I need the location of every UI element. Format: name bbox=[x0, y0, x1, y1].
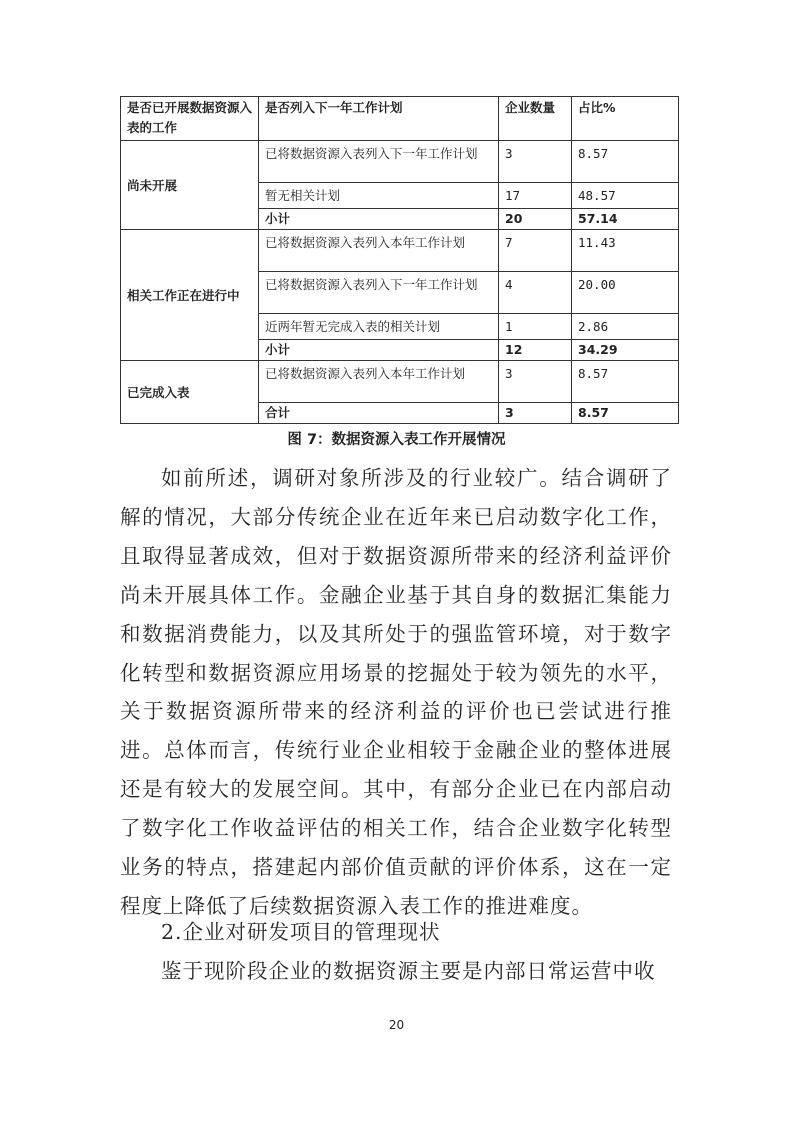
total-pct: 8.57 bbox=[572, 403, 679, 424]
pct-cell: 8.57 bbox=[572, 361, 679, 403]
status-cell: 已完成入表 bbox=[121, 361, 259, 424]
header-cell-pct: 占比% bbox=[572, 97, 679, 141]
plan-cell: 暂无相关计划 bbox=[259, 183, 499, 209]
pct-cell: 11.43 bbox=[572, 230, 679, 272]
plan-cell: 近两年暂无完成入表的相关计划 bbox=[259, 314, 499, 340]
header-cell-status: 是否已开展数据资源入表的工作 bbox=[121, 97, 259, 141]
pct-cell: 48.57 bbox=[572, 183, 679, 209]
count-cell: 7 bbox=[499, 230, 572, 272]
count-cell: 4 bbox=[499, 272, 572, 314]
pct-cell: 20.00 bbox=[572, 272, 679, 314]
table-row bbox=[121, 230, 679, 272]
plan-cell: 已将数据资源入表列入本年工作计划 bbox=[259, 361, 499, 403]
count-cell: 3 bbox=[499, 141, 572, 183]
subtotal-count: 20 bbox=[499, 209, 572, 230]
header-cell-count: 企业数量 bbox=[499, 97, 572, 141]
table-row bbox=[121, 141, 679, 183]
subtotal-label: 小计 bbox=[259, 340, 499, 361]
header-cell-plan: 是否列入下一年工作计划 bbox=[259, 97, 499, 141]
count-cell: 1 bbox=[499, 314, 572, 340]
subtotal-pct: 57.14 bbox=[572, 209, 679, 230]
subtotal-pct: 34.29 bbox=[572, 340, 679, 361]
plan-cell: 已将数据资源入表列入下一年工作计划 bbox=[259, 272, 499, 314]
status-cell: 尚未开展 bbox=[121, 141, 259, 230]
count-cell: 3 bbox=[499, 361, 572, 403]
pct-cell: 8.57 bbox=[572, 141, 679, 183]
section-heading: 2.企业对研发项目的管理现状 bbox=[161, 920, 441, 944]
table-header-row bbox=[121, 97, 679, 141]
plan-cell: 已将数据资源入表列入下一年工作计划 bbox=[259, 141, 499, 183]
page-number: 20 bbox=[388, 1018, 405, 1032]
total-count: 3 bbox=[499, 403, 572, 424]
status-cell: 相关工作正在进行中 bbox=[121, 230, 259, 361]
table-row bbox=[121, 361, 679, 403]
pct-cell: 2.86 bbox=[572, 314, 679, 340]
total-label: 合计 bbox=[259, 403, 499, 424]
body-paragraph: 鉴于现阶段企业的数据资源主要是内部日常运营中收 bbox=[161, 959, 656, 983]
figure-caption: 图 7：数据资源入表工作开展情况 bbox=[287, 432, 506, 448]
subtotal-label: 小计 bbox=[259, 209, 499, 230]
count-cell: 17 bbox=[499, 183, 572, 209]
subtotal-count: 12 bbox=[499, 340, 572, 361]
body-paragraph: 如前所述，调研对象所涉及的行业较广。结合调研了解的情况，大部分传统企业在近年来已启动数字化工作，且取得显著成效，但对于数据资源所带来的经济利益评价尚未开展具体工作。金融企业基于其自身的数据汇集能力和数据消费能力，以及其所处于的强监管环境，对于数字化转型和数据资源应用场景的挖掘处于较为领先的水平，关于数据资源所带来的经济利益的评价也已尝试进行推进。总体而言，传统行业企业相较于金融企业的整体进展还是有较大的发展空间。其中，有部分企业已在内部启动了数字化工作收益评估的相关工作，结合企业数字化转型业务的特点，搭建起内部价值贡献的评价体系，这在一定程度上降低了后续数据资源入表工作的推进难度。 bbox=[120, 466, 672, 918]
plan-cell: 已将数据资源入表列入本年工作计划 bbox=[259, 230, 499, 272]
data-table bbox=[120, 96, 679, 424]
